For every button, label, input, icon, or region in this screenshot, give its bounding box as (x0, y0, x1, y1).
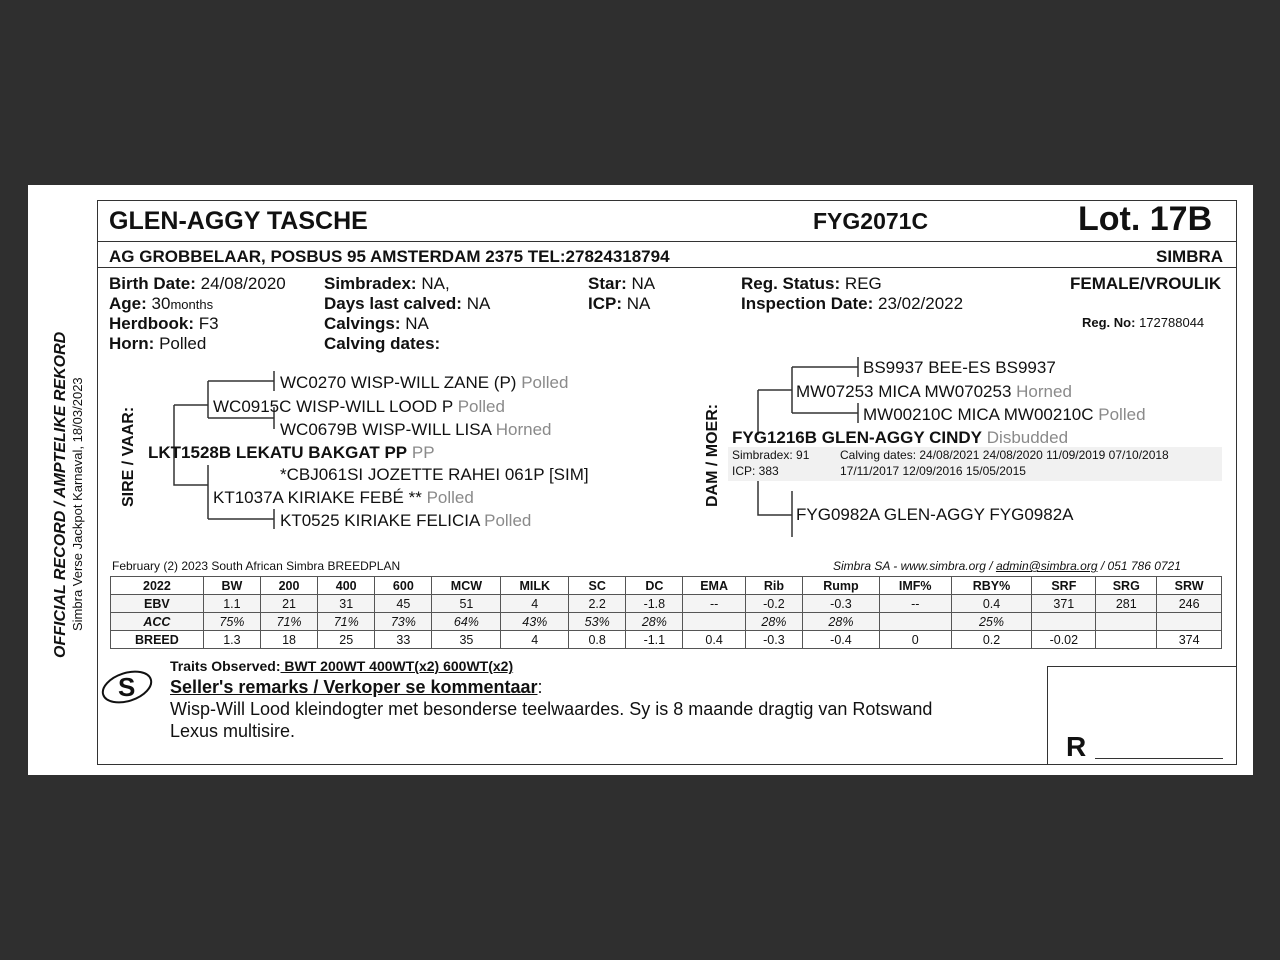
table-cell: 18 (260, 631, 317, 649)
herdbook: Herdbook: F3 (109, 314, 219, 333)
horn: Horn: Polled (109, 334, 207, 353)
sire-dam: KT1037A KIRIAKE FEBÉ ** Polled (213, 488, 474, 507)
table-cell: 1.1 (203, 595, 260, 613)
svg-text:S: S (118, 672, 136, 702)
ebv-table (110, 576, 1222, 649)
dam-sire-sire: BS9937 BEE-ES BS9937 (863, 358, 1056, 377)
dam-calving-dates: Calving dates: 24/08/2021 24/08/2020 11/09/2019 07/10/2018 (840, 448, 1169, 462)
animal-id: FYG2071C (813, 208, 929, 234)
table-cell: 53% (569, 613, 626, 631)
table-cell: 4 (501, 595, 569, 613)
table-cell: 0 (879, 631, 951, 649)
table-cell: 0.4 (683, 631, 745, 649)
inspection-date: Inspection Date: 23/02/2022 (741, 294, 964, 313)
table-cell: 73% (375, 613, 432, 631)
table-header-cell: 2022 (111, 577, 204, 595)
table-header-cell: SRG (1096, 577, 1157, 595)
price-box-side (1047, 666, 1048, 765)
table-cell: 371 (1032, 595, 1096, 613)
table-cell: 71% (260, 613, 317, 631)
dam-label: DAM / MOER: (704, 403, 721, 507)
table-cell: 25% (951, 613, 1032, 631)
sire-name: LKT1528B LEKATU BAKGAT PP PP (148, 443, 435, 462)
table-cell: ACC (111, 613, 204, 631)
table-cell (879, 613, 951, 631)
table-cell: 281 (1096, 595, 1157, 613)
dam-calving-dates-cont: 17/11/2017 12/09/2016 15/05/2015 (840, 464, 1026, 478)
table-cell: -- (683, 595, 745, 613)
table-cell: 374 (1157, 631, 1222, 649)
table-cell: 35 (432, 631, 501, 649)
table-cell (1096, 613, 1157, 631)
remarks-line-1: Wisp-Will Lood kleindogter met besonderse teelwaardes. Sy is 8 maande dragtig van Rotswand (170, 699, 933, 719)
table-header-cell: Rib (745, 577, 802, 595)
breedplan-caption: February (2) 2023 South African Simbra BREEDPLAN (112, 559, 401, 573)
table-cell: 28% (626, 613, 683, 631)
breedplan-contact: Simbra SA - www.simbra.org / admin@simbra.org / 051 786 0721 (833, 559, 1181, 573)
calving-dates-label: Calving dates: (324, 334, 441, 353)
days-last-calved: Days last calved: NA (324, 294, 491, 313)
traits-observed: Traits Observed: BWT 200WT 400WT(x2) 600WT(x2) (170, 658, 514, 674)
table-header-row (111, 577, 1222, 595)
table-cell: 28% (745, 613, 802, 631)
table-cell: 33 (375, 631, 432, 649)
reg-no: Reg. No: 172788044 (1082, 315, 1205, 330)
price-label: R (1066, 731, 1087, 762)
sire-dam-dam: KT0525 KIRIAKE FELICIA Polled (280, 511, 532, 530)
table-header-cell: 600 (375, 577, 432, 595)
reg-status: Reg. Status: REG (741, 274, 882, 293)
icp: ICP: NA (588, 294, 651, 313)
table-cell: 2.2 (569, 595, 626, 613)
dam-dam: FYG0982A GLEN-AGGY FYG0982A (796, 505, 1074, 524)
dam-simbradex: Simbradex: 91 (732, 448, 810, 462)
calvings: Calvings: NA (324, 314, 429, 333)
table-cell: -1.1 (626, 631, 683, 649)
table-header-cell: RBY% (951, 577, 1032, 595)
table-header-cell: IMF% (879, 577, 951, 595)
table-row (111, 613, 1222, 631)
age: Age: 30months (109, 294, 214, 313)
table-cell (1157, 613, 1222, 631)
sire-label: SIRE / VAAR: (120, 406, 137, 507)
table-header-cell: SRF (1032, 577, 1096, 595)
official-record-label: OFFICIAL RECORD / AMPTELIKE REKORD (52, 331, 69, 658)
dam-name: FYG1216B GLEN-AGGY CINDY Disbudded (732, 428, 1069, 447)
table-cell: EBV (111, 595, 204, 613)
star: Star: NA (588, 274, 656, 293)
dam-sire-dam: MW00210C MICA MW00210C Polled (863, 405, 1146, 424)
table-cell: -0.3 (802, 595, 879, 613)
table-cell: 45 (375, 595, 432, 613)
price-input-line[interactable] (1095, 758, 1223, 759)
table-row (111, 631, 1222, 649)
table-cell: 246 (1157, 595, 1222, 613)
sire-sire-dam: WC0679B WISP-WILL LISA Horned (280, 420, 552, 439)
sire-sire-sire: WC0270 WISP-WILL ZANE (P) Polled (280, 373, 569, 392)
sire-sire: WC0915C WISP-WILL LOOD P Polled (213, 397, 505, 416)
table-cell: 0.8 (569, 631, 626, 649)
table-cell: 21 (260, 595, 317, 613)
table-cell (1032, 613, 1096, 631)
table-header-cell: MCW (432, 577, 501, 595)
table-cell (1096, 631, 1157, 649)
dam-icp: ICP: 383 (732, 464, 779, 478)
table-cell: -0.02 (1032, 631, 1096, 649)
lot-card (28, 185, 1253, 775)
table-cell: 31 (318, 595, 375, 613)
sellers-remarks-title: Seller's remarks / Verkoper se kommentaar: (170, 677, 543, 697)
table-header-cell: 400 (318, 577, 375, 595)
table-cell: -- (879, 595, 951, 613)
table-header-cell: EMA (683, 577, 745, 595)
table-header-cell: Rump (802, 577, 879, 595)
contact-email-link[interactable]: admin@simbra.org (995, 559, 1098, 573)
table-cell: 75% (203, 613, 260, 631)
sire-dam-sire: *CBJ061SI JOZETTE RAHEI 061P [SIM] (280, 465, 589, 484)
remarks-line-2: Lexus multisire. (170, 721, 296, 741)
table-header-cell: 200 (260, 577, 317, 595)
table-cell: 1.3 (203, 631, 260, 649)
table-cell (683, 613, 745, 631)
table-cell: -1.8 (626, 595, 683, 613)
dam-sire: MW07253 MICA MW070253 Horned (796, 382, 1072, 401)
table-cell: 51 (432, 595, 501, 613)
table-header-cell: DC (626, 577, 683, 595)
table-header-cell: BW (203, 577, 260, 595)
breed-label: SIMBRA (1156, 247, 1224, 266)
table-cell: 0.2 (951, 631, 1032, 649)
table-cell: -0.2 (745, 595, 802, 613)
table-row (111, 595, 1222, 613)
table-header-cell: SC (569, 577, 626, 595)
table-cell: 25 (318, 631, 375, 649)
birth-date: Birth Date: 24/08/2020 (109, 274, 286, 293)
sale-name-label: Simbra Verse Jackpot Karnaval, 18/03/2023 (70, 377, 85, 631)
table-cell: 28% (802, 613, 879, 631)
table-cell: 43% (501, 613, 569, 631)
sex-label: FEMALE/VROULIK (1070, 274, 1222, 293)
simbra-s-logo-icon (100, 667, 158, 707)
table-cell: -0.3 (745, 631, 802, 649)
table-cell: -0.4 (802, 631, 879, 649)
table-cell: 4 (501, 631, 569, 649)
table-cell: 0.4 (951, 595, 1032, 613)
table-header-cell: SRW (1157, 577, 1222, 595)
animal-name: GLEN-AGGY TASCHE (109, 207, 368, 235)
table-cell: 64% (432, 613, 501, 631)
breeder-info: AG GROBBELAAR, POSBUS 95 AMSTERDAM 2375 TEL:27824318794 (109, 247, 670, 266)
simbradex: Simbradex: NA, (324, 274, 450, 293)
lot-number: Lot. 17B (1078, 200, 1213, 238)
price-box-top (1047, 666, 1237, 667)
table-cell: 71% (318, 613, 375, 631)
table-header-cell: MILK (501, 577, 569, 595)
table-cell: BREED (111, 631, 204, 649)
